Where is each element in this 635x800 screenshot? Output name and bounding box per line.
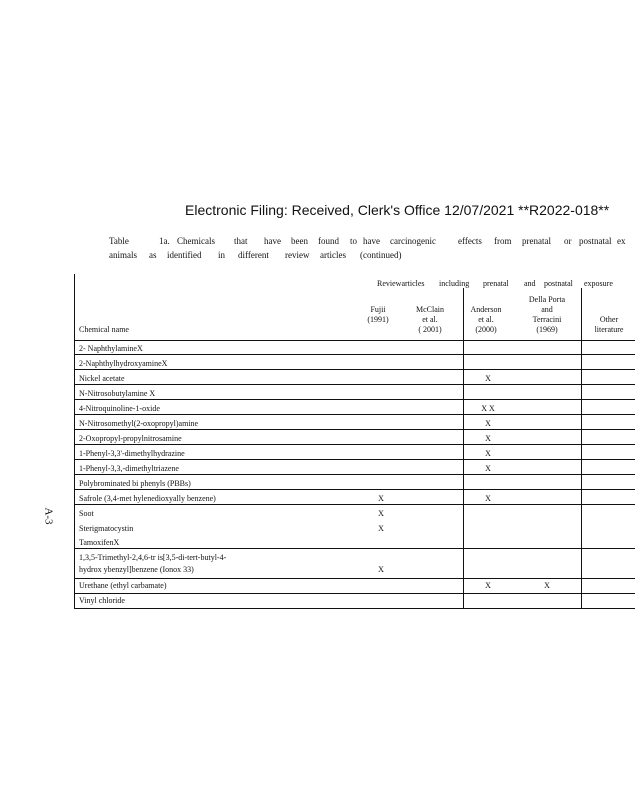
column-header-line: and: [541, 305, 553, 314]
caption-word: have: [264, 236, 281, 246]
chemical-name: 2- NaphthylamineX: [79, 344, 143, 353]
x-mark: X: [485, 494, 491, 503]
chemical-name: Polybrominated bi phenyls (PBBs): [79, 479, 191, 488]
caption-word: identified: [167, 250, 202, 260]
column-header-line: Other: [599, 315, 619, 324]
caption-word: to: [350, 236, 358, 246]
data-table: [74, 274, 635, 609]
caption-word: found: [318, 236, 339, 246]
caption-word: ex: [617, 236, 626, 246]
column-header-line: et al.: [478, 315, 494, 324]
group-header-word: including: [439, 279, 470, 288]
group-header-word: postnatal: [544, 279, 573, 288]
chemical-name: 1-Phenyl-3,3'-dimethylhydrazine: [79, 449, 185, 458]
x-mark: X: [485, 419, 491, 428]
row-divider: [75, 504, 635, 505]
caption-word: Table: [109, 236, 129, 246]
column-header-line: [355, 295, 401, 305]
caption-word: postnatal: [579, 236, 612, 246]
caption-word: (continued): [360, 250, 402, 260]
row-divider: [75, 429, 635, 430]
column-header-line: [587, 305, 631, 315]
column-header-line: literature: [594, 325, 624, 334]
caption-word: from: [494, 236, 512, 246]
chemical-name: 1-Phenyl-3,3,-dimethyltriazene: [79, 464, 179, 473]
chemical-name: Vinyl chloride: [79, 596, 125, 605]
header-rule: [75, 340, 635, 341]
caption-word: review: [285, 250, 310, 260]
row-divider: [75, 444, 635, 445]
chemical-name: 1,3,5-Trimethyl-2,4,6-tr is[3,5-di-tert-butyl-4-: [79, 553, 227, 562]
caption-line-2: [109, 248, 629, 262]
column-divider: [581, 288, 582, 608]
x-mark: X: [485, 434, 491, 443]
column-header-mcclain: [403, 305, 457, 335]
chemical-name: N-Nitrosomethyl(2-oxopropyl)amine: [79, 419, 199, 428]
chemical-name: Sterigmatocystin: [79, 524, 134, 533]
chemical-name: 2-Oxopropyl-propylnitrosamine: [79, 434, 182, 443]
x-mark: X X: [481, 404, 495, 413]
caption-word: different: [238, 250, 269, 260]
row-divider: [75, 474, 635, 475]
column-header-line: Fujii: [370, 305, 386, 314]
column-header-other: [587, 305, 631, 335]
caption-word: in: [218, 250, 226, 260]
row-divider: [75, 414, 635, 415]
x-mark: X: [378, 509, 384, 518]
group-header-word: and: [524, 279, 536, 288]
column-header-della-porta: [515, 295, 579, 335]
filing-stamp: Electronic Filing: Received, Clerk's Office 12/07/2021 **R2022-018**: [185, 202, 610, 218]
x-mark: X: [485, 464, 491, 473]
chemical-name-header: Chemical name: [79, 325, 129, 334]
caption-word: have: [363, 236, 380, 246]
row-divider: [75, 384, 635, 385]
chemical-name: N-Nitrosobutylamine X: [79, 389, 156, 398]
caption-word: been: [291, 236, 308, 246]
column-header-line: (2000): [475, 325, 497, 334]
caption-word: prenatal: [522, 236, 551, 246]
x-mark: X: [485, 449, 491, 458]
row-divider: [75, 489, 635, 490]
chemical-name: TamoxifenX: [79, 538, 120, 547]
column-header-line: Terracini: [532, 315, 562, 324]
chemical-name: Nickel acetate: [79, 374, 125, 383]
caption-word: articles: [320, 250, 346, 260]
x-mark: X: [378, 565, 384, 574]
group-header-word: exposure: [584, 279, 613, 288]
chemical-name-continued: hydrox ybenzyl]benzene (Ionox 33): [79, 565, 194, 574]
chemical-name: Soot: [79, 509, 94, 518]
column-header-anderson: [463, 305, 509, 335]
caption-word: 1a.: [159, 236, 170, 246]
caption-word: that: [234, 236, 248, 246]
row-divider: [75, 399, 635, 400]
table-caption: [109, 234, 629, 262]
column-divider: [463, 288, 464, 608]
row-divider: [75, 578, 635, 579]
chemical-name: Urethane (ethyl carbamate): [79, 581, 167, 590]
x-mark: X: [485, 374, 491, 383]
caption-word: as: [149, 250, 157, 260]
row-divider: [75, 593, 635, 594]
column-header-line: et al.: [422, 315, 438, 324]
caption-word: animals: [109, 250, 137, 260]
x-mark: X: [544, 581, 550, 590]
chemical-name: 4-Nitroquinoline-1-oxide: [79, 404, 160, 413]
x-mark: X: [378, 524, 384, 533]
x-mark: X: [485, 581, 491, 590]
row-divider: [75, 548, 635, 549]
caption-word: or: [564, 236, 572, 246]
x-mark: X: [378, 494, 384, 503]
caption-word: Chemicals: [177, 236, 215, 246]
row-divider: [75, 459, 635, 460]
group-header-word: Reviewarticles: [377, 279, 425, 288]
column-header-line: ( 2001): [418, 325, 442, 334]
caption-line-1: [109, 234, 629, 248]
column-header-line: (1991): [367, 315, 389, 324]
caption-word: effects: [458, 236, 482, 246]
column-header-fujii: [355, 295, 401, 325]
column-header-line: (1969): [536, 325, 558, 334]
row-divider: [75, 369, 635, 370]
column-header-line: McClain: [416, 305, 444, 314]
page-number: A-3: [42, 507, 55, 525]
chemical-name: Safrole (3,4-met hylenedioxyally benzene): [79, 494, 216, 503]
group-header-word: prenatal: [483, 279, 509, 288]
column-header-line: Anderson: [470, 305, 502, 314]
row-divider: [75, 354, 635, 355]
chemical-name: 2-NaphthylhydroxyamineX: [79, 359, 168, 368]
caption-word: carcinogenic: [390, 236, 436, 246]
column-header-line: Della Porta: [528, 295, 566, 304]
